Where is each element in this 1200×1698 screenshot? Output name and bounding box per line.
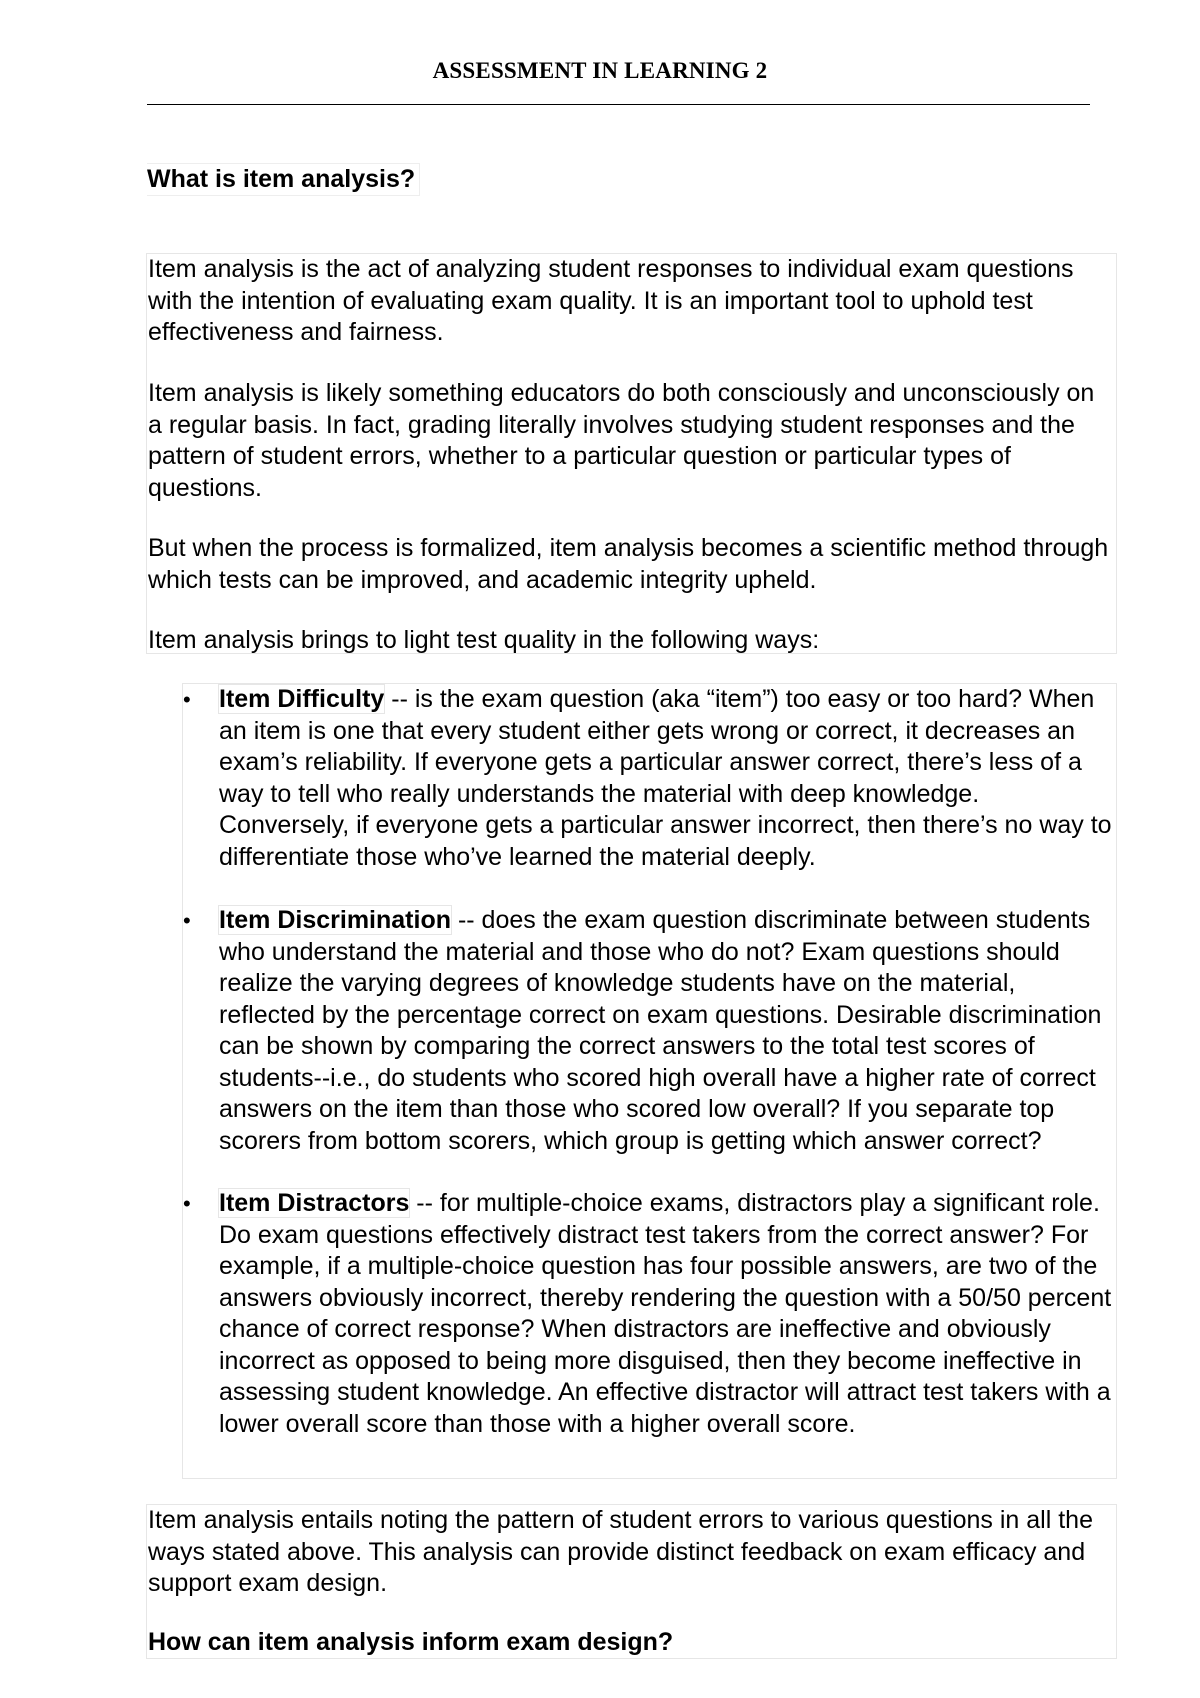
paragraph-educators: Item analysis is likely something educators do both consciously and unconsciously on a regular basis. In fact, grading literally involves studying student responses and the pattern of student errors, whether to a particular question or particular types of questions. xyxy=(148,379,1095,502)
list-item-distractors xyxy=(183,1188,1114,1440)
section-heading-inform-exam-design: How can item analysis inform exam design? xyxy=(148,1628,674,1656)
paragraph-error-patterns: Item analysis entails noting the pattern of student errors to various questions in all the ways stated above. This analysis can provide distinct feedback on exam efficacy and support exam design. xyxy=(148,1506,1093,1597)
section-heading-what-is-item-analysis: What is item analysis? xyxy=(147,163,420,196)
term-item-difficulty: Item Difficulty xyxy=(219,685,385,713)
intro-text-block xyxy=(146,253,1117,654)
item-distractors-description: -- for multiple-choice exams, distractors play a significant role. Do exam questions effectively distract test takers from the correct answer? For example, if a multiple-choice question has four possible answers, are two of the answers obviously incorrect, thereby rendering the question with a 50/50 percent chance of correct response? When distractors are ineffective and obviously incorrect as opposed to being more disguised, then they become ineffective in assessing student knowledge. An effective distractor will attract test takers with a lower overall score than those with a higher overall score. xyxy=(219,1189,1112,1438)
item-difficulty-description: -- is the exam question (aka “item”) too easy or too hard? When an item is one that every student either gets wrong or correct, it decreases an exam’s reliability. If everyone gets a particular answer correct, there’s less of a way to tell who really understands the material with deep knowledge. Conversely, if everyone gets a particular answer incorrect, then there’s no way to differentiate those who’ve learned the material deeply. xyxy=(219,685,1112,871)
outro-text-block xyxy=(146,1504,1117,1659)
paragraph-definition: Item analysis is the act of analyzing student responses to individual exam questions with the intention of evaluating exam quality. It is an important tool to uphold test effectiveness and fairness. xyxy=(148,255,1074,346)
list-item-difficulty xyxy=(183,684,1114,873)
term-item-discrimination: Item Discrimination xyxy=(219,906,451,934)
term-item-distractors: Item Distractors xyxy=(219,1189,410,1217)
document-header-title: ASSESSMENT IN LEARNING 2 xyxy=(432,58,768,83)
bullet-icon: • xyxy=(183,908,191,933)
paragraph-list-intro: Item analysis brings to light test quality in the following ways: xyxy=(148,626,820,654)
bullet-icon: • xyxy=(183,1191,191,1216)
list-item-discrimination xyxy=(183,905,1114,1157)
item-discrimination-description: -- does the exam question discriminate between students who understand the material and those who do not? Exam questions should realize the varying degrees of knowledge students have on the material, reflected by the percentage correct on exam questions. Desirable discrimination can be shown by comparing the correct answers to the total test scores of students--i.e., do students who scored high overall have a higher rate of correct answers on the item than those who scored low overall? If you separate top scorers from bottom scorers, which group is getting which answer correct? xyxy=(219,906,1102,1155)
quality-factors-list xyxy=(182,683,1117,1479)
paragraph-formalized: But when the process is formalized, item analysis becomes a scientific method through which tests can be improved, and academic integrity upheld. xyxy=(148,534,1109,594)
header-divider xyxy=(147,104,1090,105)
bullet-icon: • xyxy=(183,687,191,712)
